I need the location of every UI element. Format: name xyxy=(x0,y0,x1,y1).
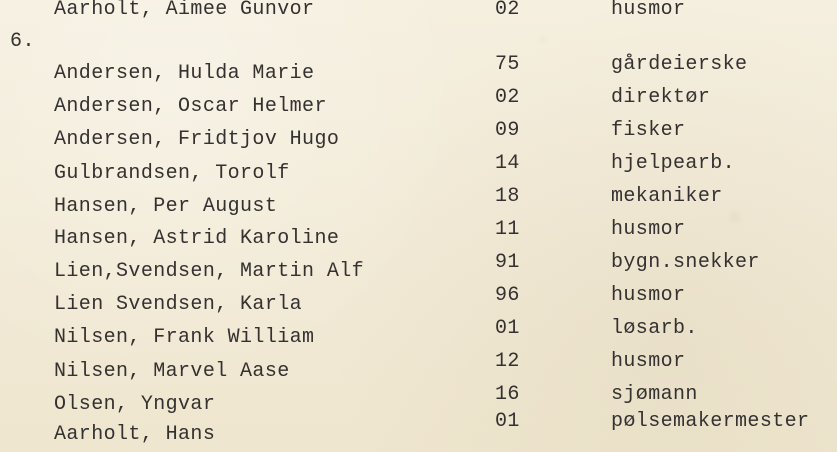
person-name: Andersen, Fridtjov Hugo xyxy=(54,128,340,151)
birth-year: 75 xyxy=(495,53,520,76)
birth-year: 02 xyxy=(495,86,520,109)
section-number: 6. xyxy=(10,30,36,53)
list-item xyxy=(0,0,837,30)
occupation: bygn.snekker xyxy=(611,251,760,274)
occupation: husmor xyxy=(611,0,686,21)
birth-year: 91 xyxy=(495,251,520,274)
birth-year: 18 xyxy=(495,185,520,208)
person-name: Lien,Svendsen, Martin Alf xyxy=(54,260,365,283)
occupation: pølsemakermester xyxy=(611,410,810,433)
birth-year: 01 xyxy=(495,410,520,433)
occupation: fisker xyxy=(611,119,686,142)
occupation: gårdeierske xyxy=(611,53,748,76)
occupation: sjømann xyxy=(611,383,698,406)
list-item xyxy=(0,251,837,291)
list-item xyxy=(0,350,837,390)
list-item xyxy=(0,185,837,225)
birth-year: 01 xyxy=(495,317,520,340)
birth-year: 11 xyxy=(495,218,520,241)
birth-year: 16 xyxy=(495,383,520,406)
person-name: Aarholt, Hans xyxy=(54,423,216,446)
person-name: Olsen, Yngvar xyxy=(54,393,216,416)
occupation: husmor xyxy=(611,284,686,307)
person-name: Hansen, Astrid Karoline xyxy=(54,227,340,250)
birth-year: 09 xyxy=(495,119,520,142)
birth-year: 96 xyxy=(495,284,520,307)
paper-smudge xyxy=(540,36,546,42)
occupation: husmor xyxy=(611,218,686,241)
person-name: Hansen, Per August xyxy=(54,195,278,218)
list-item xyxy=(0,86,837,126)
birth-year: 12 xyxy=(495,350,520,373)
person-name: Aarholt, Aimee Gunvor xyxy=(54,0,315,21)
person-name: Gulbrandsen, Torolf xyxy=(54,162,290,185)
person-name: Lien Svendsen, Karla xyxy=(54,293,303,316)
list-item xyxy=(0,317,837,357)
birth-year: 02 xyxy=(495,0,520,21)
person-name: Andersen, Oscar Helmer xyxy=(54,95,327,118)
person-name: Nilsen, Frank William xyxy=(54,326,315,349)
list-item xyxy=(0,53,837,93)
person-name: Andersen, Hulda Marie xyxy=(54,62,315,85)
person-name: Nilsen, Marvel Aase xyxy=(54,360,290,383)
birth-year: 14 xyxy=(495,152,520,175)
list-item xyxy=(0,284,837,324)
occupation: direktør xyxy=(611,86,711,109)
occupation: husmor xyxy=(611,350,686,373)
occupation: løsarb. xyxy=(611,317,698,340)
occupation: hjelpearb. xyxy=(611,152,736,175)
list-item xyxy=(0,410,837,452)
occupation: mekaniker xyxy=(611,185,723,208)
